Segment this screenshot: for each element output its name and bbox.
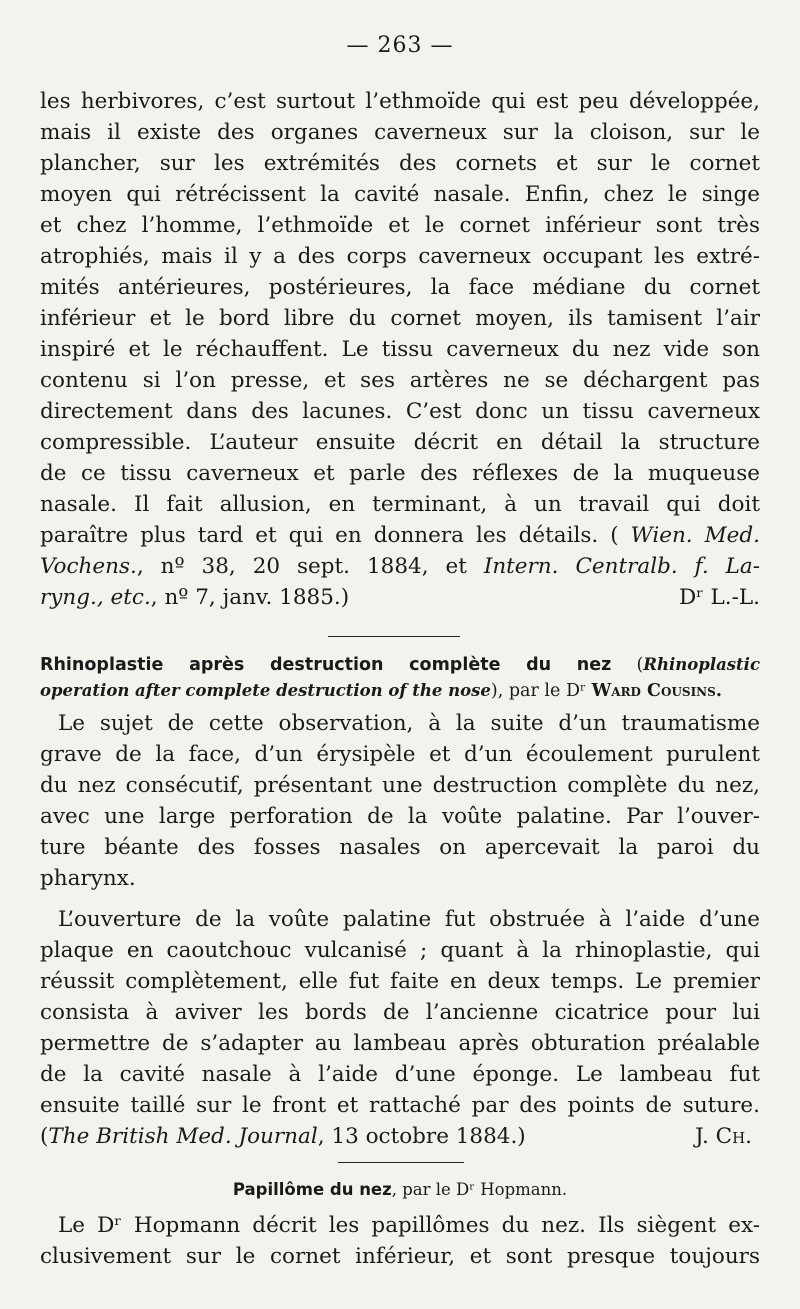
article-papillome bbox=[40, 1176, 760, 1272]
text-line: de la cavité nasale à l’aide d’une éponge. Le lambeau fut bbox=[40, 1062, 760, 1087]
author-signature: Dʳ L.-L. bbox=[678, 585, 760, 610]
text-line: Le sujet de cette observation, à la suite d’un traumatisme bbox=[58, 711, 760, 736]
text-line: et chez l’homme, l’ethmoïde et le cornet inférieur sont très bbox=[40, 213, 760, 238]
article-title bbox=[40, 652, 760, 678]
text-line: directement dans des lacunes. C’est donc un tissu caverneux bbox=[40, 399, 760, 424]
text-line: plaque en caoutchouc vulcanisé ; quant à la rhinoplastie, qui bbox=[40, 938, 760, 963]
text-line: ture béante des fosses nasales on apercevait la paroi du bbox=[40, 835, 760, 860]
text-line: inspiré et le réchauffent. Le tissu caverneux du nez vide son bbox=[40, 337, 760, 362]
author-name: Ward Cousins. bbox=[591, 681, 722, 701]
journal-name: Vochens. bbox=[40, 554, 137, 579]
journal-name: The British Med. Journal bbox=[48, 1124, 318, 1149]
text-line: nasale. Il fait allusion, en terminant, à un travail qui doit bbox=[40, 492, 760, 517]
text-line: grave de la face, d’un érysipèle et d’un écoulement purulent bbox=[40, 742, 760, 767]
page-number: — 263 — bbox=[346, 33, 454, 58]
reference-line bbox=[40, 1121, 760, 1152]
text-line: Le Dʳ Hopmann décrit les papillômes du nez. Ils siègent ex- bbox=[58, 1213, 760, 1238]
title-translation: operation after complete destruction of the nose bbox=[40, 681, 491, 700]
text-line: les herbivores, c’est surtout l’ethmoïde qui est peu développée, bbox=[40, 89, 760, 114]
ref-paren: ( bbox=[40, 1124, 49, 1149]
text-fragment: , nº 7, janv. 1885.) bbox=[150, 585, 350, 610]
reference-line bbox=[40, 582, 760, 613]
text-line: inférieur et le bord libre du cornet moyen, ils tamisent l’air bbox=[40, 306, 760, 331]
title-bold: Rhinoplastie après destruction complète du nez bbox=[40, 655, 612, 675]
text-line: avec une large perforation de la voûte palatine. Par l’ouver- bbox=[40, 804, 760, 829]
text-fragment: , nº 38, 20 sept. 1884, et bbox=[136, 554, 467, 579]
text-line: mités antérieures, postérieures, la face médiane du cornet bbox=[40, 275, 760, 300]
text-line: de ce tissu caverneux et parle des réflexes de la muqueuse bbox=[40, 461, 760, 486]
article-title-cont bbox=[40, 678, 760, 704]
text-line: clusivement sur le cornet inférieur, et sont presque toujours bbox=[40, 1244, 760, 1269]
title-paren: ( bbox=[636, 655, 644, 675]
section-divider bbox=[338, 1162, 464, 1163]
article-rhinoplastie bbox=[40, 652, 760, 1152]
text-line: plancher, sur les extrémités des cornets et sur le cornet bbox=[40, 151, 760, 176]
text-line: réussit complètement, elle fut faite en deux temps. Le premier bbox=[40, 969, 760, 994]
text-line: atrophiés, mais il y a des corps caverneux occupant les extré- bbox=[40, 244, 760, 269]
text-line: ensuite taillé sur le front et rattaché par des points de suture. bbox=[40, 1093, 760, 1118]
journal-name: ryng., etc. bbox=[40, 585, 151, 610]
text-fragment: , 13 octobre 1884.) bbox=[317, 1124, 526, 1149]
title-translation: Rhinoplastic bbox=[643, 655, 760, 674]
text-line: permettre de s’adapter au lambeau après obturation préalable bbox=[40, 1031, 760, 1056]
article-continuation bbox=[40, 86, 760, 613]
section-divider bbox=[328, 636, 460, 637]
text-line: moyen qui rétrécissent la cavité nasale. Enfin, chez le singe bbox=[40, 182, 760, 207]
text-line: compressible. L’auteur ensuite décrit en détail la structure bbox=[40, 430, 760, 455]
author-signature: J. Ch. bbox=[695, 1124, 752, 1149]
text-line: contenu si l’on presse, et ses artères ne se déchargent pas bbox=[40, 368, 760, 393]
text-line: mais il existe des organes caverneux sur la cloison, sur le bbox=[40, 120, 760, 145]
title-byline: , par le Dʳ Hopmann. bbox=[391, 1180, 568, 1199]
article-title bbox=[40, 1176, 760, 1204]
reference-line bbox=[40, 520, 760, 551]
text-line: L’ouverture de la voûte palatine fut obstruée à l’aide d’une bbox=[58, 907, 760, 932]
title-bold: Papillôme du nez bbox=[232, 1180, 392, 1199]
text-line: consista à aviver les bords de l’ancienne cicatrice pour lui bbox=[40, 1000, 760, 1025]
reference-line bbox=[40, 551, 760, 582]
text-fragment: paraître plus tard et qui en donnera les détails. ( bbox=[40, 523, 619, 548]
journal-name: Wien. Med. bbox=[630, 523, 760, 548]
text-line: du nez consécutif, présentant une destruction complète du nez, bbox=[40, 773, 760, 798]
title-byline: ), par le Dʳ bbox=[490, 681, 587, 701]
text-line: pharynx. bbox=[40, 866, 136, 891]
journal-name: Intern. Centralb. f. La- bbox=[483, 554, 760, 579]
